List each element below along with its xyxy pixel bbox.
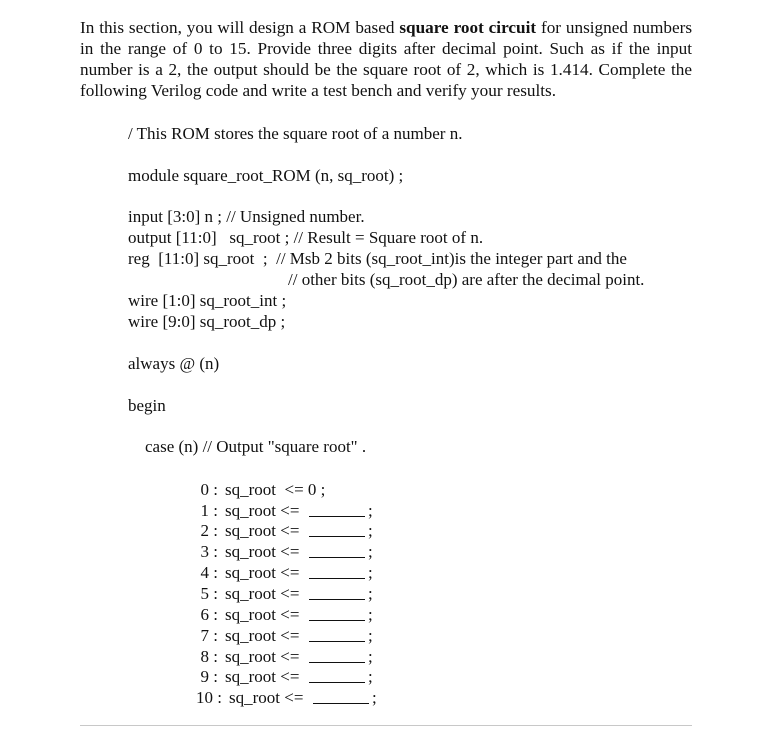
code-wire-int-line: wire [1:0] sq_root_int ; xyxy=(128,291,287,310)
case-statement: sq_root <= xyxy=(225,605,300,624)
code-comment-line: / This ROM stores the square root of a number n. xyxy=(128,124,463,143)
case-statement: sq_root <= xyxy=(225,667,300,686)
semicolon: ; xyxy=(368,605,373,624)
case-label: 10 : xyxy=(196,688,222,707)
semicolon: ; xyxy=(368,584,373,603)
semicolon: ; xyxy=(368,647,373,666)
code-begin-line: begin xyxy=(128,396,166,415)
code-module-line: module square_root_ROM (n, sq_root) ; xyxy=(128,166,404,185)
case-statement: sq_root <= xyxy=(225,584,300,603)
answer-blank[interactable] xyxy=(309,599,365,600)
case-statement: sq_root <= xyxy=(225,647,300,666)
answer-blank[interactable] xyxy=(309,536,365,537)
case-label: 3 : xyxy=(200,542,218,561)
case-statement: sq_root <= xyxy=(225,521,300,540)
case-label: 4 : xyxy=(200,563,218,582)
answer-blank[interactable] xyxy=(309,516,365,517)
answer-blank[interactable] xyxy=(309,641,365,642)
case-statement: sq_root <= xyxy=(229,688,304,707)
code-reg-line: reg [11:0] sq_root ; // Msb 2 bits (sq_root_int)is the integer part and the xyxy=(128,249,627,268)
page-divider xyxy=(80,725,692,726)
intro-paragraph xyxy=(80,17,692,101)
semicolon: ; xyxy=(368,501,373,520)
code-reg-comment-continuation: // other bits (sq_root_dp) are after the decimal point. xyxy=(288,270,645,289)
case-label: 2 : xyxy=(200,521,218,540)
code-case-line: case (n) // Output "square root" . xyxy=(145,437,367,456)
case-statement: sq_root <= xyxy=(225,501,300,520)
code-wire-dp-line: wire [9:0] sq_root_dp ; xyxy=(128,312,286,331)
semicolon: ; xyxy=(368,667,373,686)
case-label: 0 : xyxy=(200,480,218,499)
answer-blank[interactable] xyxy=(309,578,365,579)
semicolon: ; xyxy=(368,521,373,540)
code-output-line: output [11:0] sq_root ; // Result = Square root of n. xyxy=(128,228,484,247)
answer-blank[interactable] xyxy=(313,703,369,704)
intro-text-end: for unsigned numbers in the range of 0 to 15. Provide three digits after decimal point. Such as if the input number is a 2, the output should be the square root of 2, which is 1.414. Complete the following Verilog code and write a test bench and verify your results. xyxy=(80,18,693,100)
code-input-line: input [3:0] n ; // Unsigned number. xyxy=(128,207,365,226)
intro-text-start: In this section, you will design a ROM based xyxy=(80,18,400,37)
case-statement: sq_root <= xyxy=(225,542,300,561)
semicolon: ; xyxy=(368,563,373,582)
case-statement: sq_root <= xyxy=(225,563,300,582)
case-label: 8 : xyxy=(200,647,218,666)
case-label: 7 : xyxy=(200,626,218,645)
case-label: 6 : xyxy=(200,605,218,624)
semicolon: ; xyxy=(368,542,373,561)
case-label: 9 : xyxy=(200,667,218,686)
semicolon: ; xyxy=(372,688,377,707)
code-always-line: always @ (n) xyxy=(128,354,220,373)
answer-blank[interactable] xyxy=(309,620,365,621)
case-label: 5 : xyxy=(200,584,218,603)
case-statement: sq_root <= 0 ; xyxy=(225,480,326,499)
case-label: 1 : xyxy=(200,501,218,520)
answer-blank[interactable] xyxy=(309,557,365,558)
answer-blank[interactable] xyxy=(309,682,365,683)
semicolon: ; xyxy=(368,626,373,645)
answer-blank[interactable] xyxy=(309,662,365,663)
intro-bold-term: square root circuit xyxy=(399,18,537,37)
case-statement: sq_root <= xyxy=(225,626,300,645)
